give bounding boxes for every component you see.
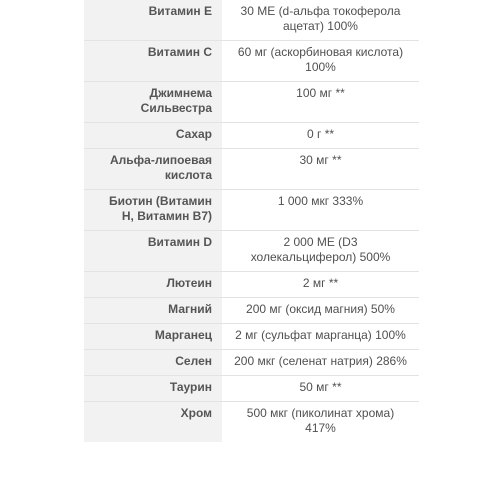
nutrient-name: Таурин: [84, 376, 222, 402]
nutrient-name: Витамин D: [84, 231, 222, 272]
table-row: [84, 272, 419, 298]
nutrient-name: Сахар: [84, 123, 222, 149]
nutrient-value: 200 мкг (селенат натрия) 286%: [222, 350, 419, 376]
table-row: [84, 149, 419, 190]
nutrient-name: Джимнема Сильвестра: [84, 82, 222, 123]
nutrient-name: Магний: [84, 298, 222, 324]
nutrient-value: 1 000 мкг 333%: [222, 190, 419, 231]
nutrient-value: 0 г **: [222, 123, 419, 149]
nutrient-table: [84, 0, 419, 442]
nutrient-value: 30 МЕ (d-альфа токоферола ацетат) 100%: [240, 4, 401, 33]
table-row: [84, 402, 419, 443]
nutrient-value: 200 мг (оксид магния) 50%: [222, 298, 419, 324]
table-row: [84, 298, 419, 324]
nutrient-name: Витамин C: [84, 41, 222, 82]
nutrient-value: 2 мг **: [222, 272, 419, 298]
nutrient-name: Селен: [84, 350, 222, 376]
nutrient-value: 50 мг **: [222, 376, 419, 402]
table-row: [84, 350, 419, 376]
table-row: [84, 0, 419, 41]
table-row: [84, 82, 419, 123]
table-row: [84, 190, 419, 231]
table-row: [84, 41, 419, 82]
nutrient-value: 100 мг **: [222, 82, 419, 123]
nutrient-value: 2 мг (сульфат марганца) 100%: [222, 324, 419, 350]
table-row: [84, 123, 419, 149]
nutrient-name: Лютеин: [84, 272, 222, 298]
nutrient-name: Альфа-липоевая кислота: [84, 149, 222, 190]
nutrient-value: 60 мг (аскорбиновая кислота) 100%: [222, 41, 419, 82]
nutrient-value: 500 мкг (пиколинат хрома) 417%: [222, 402, 419, 443]
table-row: [84, 231, 419, 272]
nutrient-name: Витамин E: [84, 0, 222, 41]
nutrient-name: Марганец: [84, 324, 222, 350]
nutrition-table: [84, 0, 419, 442]
nutrient-name: Хром: [84, 402, 222, 443]
nutrient-value: 2 000 МЕ (D3 холекальциферол) 500%: [222, 231, 419, 272]
nutrient-value: 30 мг **: [222, 149, 419, 190]
table-row: [84, 324, 419, 350]
table-row: [84, 376, 419, 402]
nutrient-name: Биотин (Витамин H, Витамин B7): [84, 190, 222, 231]
